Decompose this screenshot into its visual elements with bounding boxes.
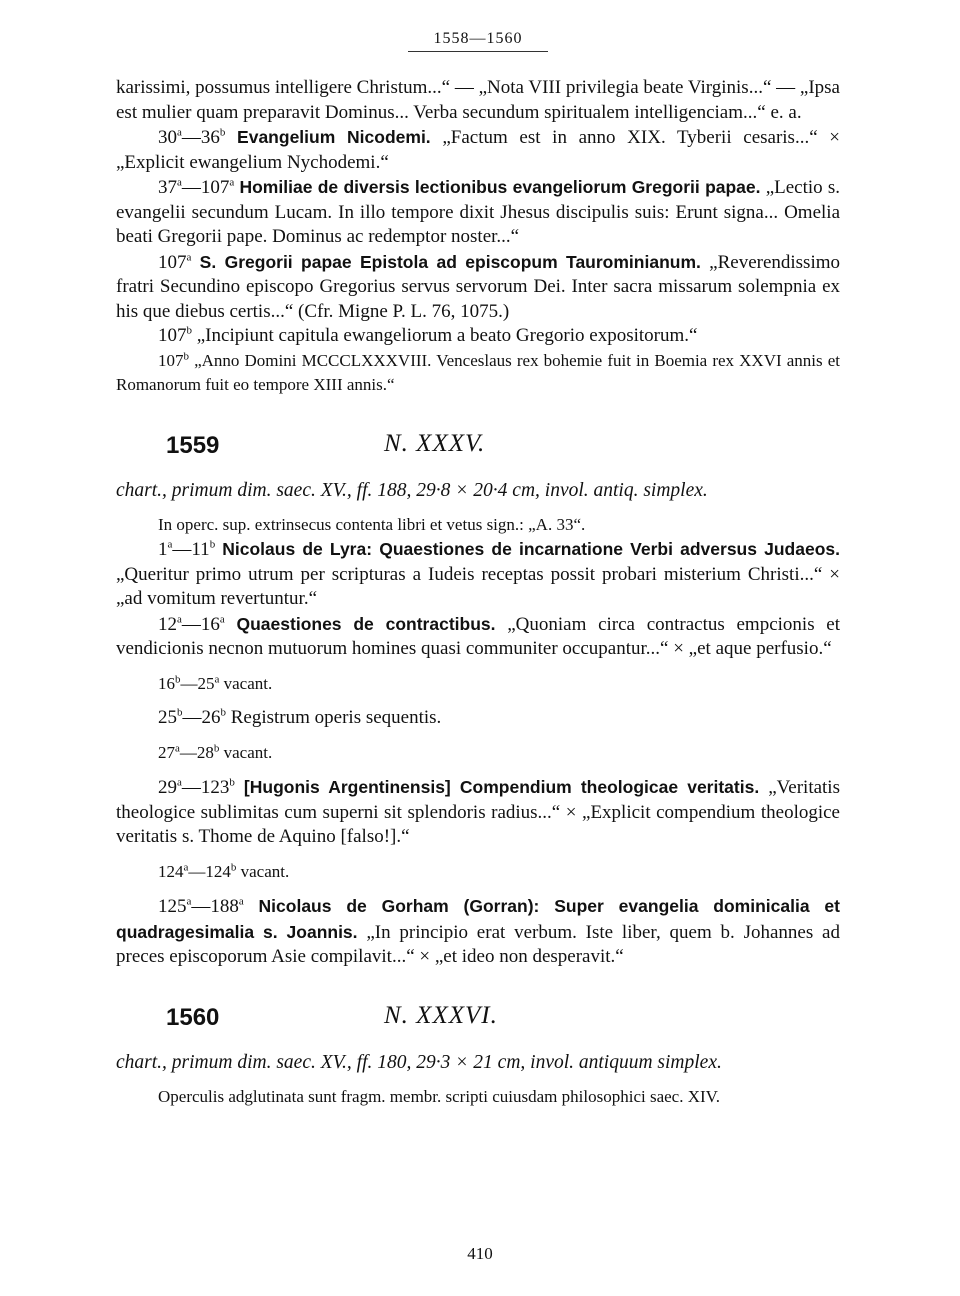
- item-gregorii-epistola: 107$^a$ S. Gregorii papae Epistola ad episcopum Taurominianum. „Reverendissimo fratri Secundino episcopo Gregorius servus servorum Dei. Inter sacra missarum solempnia ex his que diebus certis...“ (Cfr. Migne P. L. 76, 1075.): [116, 251, 841, 322]
- item-vacant-124: 124$^a$—124$^b$ vacant.: [158, 860, 290, 881]
- item-nicolaus-de-lyra: 1$^a$—11$^b$ Nicolaus de Lyra: Quaestiones de incarnatione Verbi adversus Judaeos. „Queritur primo utrum per scripturas a Iudeis receptas possit probari misterium Christi...“ × „ad vomitum revertuntur.“: [116, 538, 840, 609]
- item-title: Homiliae de diversis lectionibus evangeliorum Gregorii papae.: [239, 177, 761, 197]
- paragraph-karissimi: karissimi, possumus intelligere Christum...“ — „Nota VIII privilegia beate Virginis...“ — „Ipsa est mulier quam preparavit Dominus... Verba secundum spiritualem intelligenciam...“ e. a.: [116, 77, 840, 123]
- entry-signature: N. XXXVI.: [384, 1001, 498, 1029]
- item-title: [Hugonis Argentinensis] Compendium theologicae veritatis.: [243, 777, 760, 797]
- item-title: Nicolaus de Gorham (Gorran): Super evangelia dominicalia et quadragesimalia s. Joannis.: [116, 896, 840, 942]
- item-incipiunt-capitula: 107$^b$ „Incipiunt capitula ewangeliorum a beato Gregorio expositorum.“: [158, 324, 698, 346]
- item-vacant-16-25: 16$^b$—25$^a$ vacant.: [158, 672, 273, 693]
- item-title: Nicolaus de Lyra: Quaestiones de incarnatione Verbi adversus Judaeos.: [222, 539, 840, 559]
- entry-1560-description: chart., primum dim. saec. XV., ff. 180, 29·3 × 21 cm, invol. antiquum simplex.: [116, 1051, 722, 1073]
- item-anno-domini: 107$^b$ „Anno Domini MCCCLXXXVIII. Venceslaus rex bohemie fuit in Boemia rex XXVI annis et Romanorum fuit eo tempore XIII annis.“: [116, 349, 840, 394]
- item-homiliae-gregorii: 37$^a$—107$^a$ Homiliae de diversis lectionibus evangeliorum Gregorii papae. „Lectio s. evangelii secundum Lucam. In illo tempore dixit Jhesus discipulis suis: Erunt signa... Omelia beati Gregorii pape. Dominus ac redemptor noster...“: [116, 176, 841, 247]
- item-nicolaus-de-gorham: 125$^a$—188$^a$ Nicolaus de Gorham (Gorran): Super evangelia dominicalia et quadragesimalia s. Joannis. „In principio erat verbum. Iste liber, quem b. Johannes ad preces episcoporum Asie compilavit...“ × „et ideo non desperavit.“: [116, 895, 840, 967]
- entry-1560-operculum: Operculis adglutinata sunt fragm. membr. scripti cuiusdam philosophici saec. XIV.: [158, 1086, 720, 1106]
- head-rule: [408, 51, 548, 52]
- entry-1559-description: chart., primum dim. saec. XV., ff. 188, 29·8 × 20·4 cm, invol. antiq. simplex.: [116, 479, 708, 501]
- entry-signature: N. XXXV.: [384, 429, 486, 457]
- running-head: 1558—1560: [433, 30, 523, 47]
- item-registrum: 25$^b$—26$^b$ Registrum operis sequentis.: [158, 706, 442, 728]
- item-title: Evangelium Nicodemi.: [237, 127, 431, 147]
- page-body: [116, 30, 840, 1109]
- entry-1560-heading: [116, 1000, 840, 1040]
- item-quaestiones-contractibus: 12$^a$—16$^a$ Quaestiones de contractibus. „Quoniam circa contractus empcionis et vendicionis necnon mutuorum homines quasi communiter occupantur...“ × „et aque perfusio.“: [116, 613, 841, 659]
- entry-1559-heading: [116, 428, 840, 468]
- item-compendium-theologicae: 29$^a$—123$^b$ [Hugonis Argentinensis] Compendium theologicae veritatis. „Veritatis theologice sublimitas cum superni sit splendoris radius...“ × „Explicit compendium theologice veritatis s. Thome de Aquino [falso!].“: [116, 776, 840, 847]
- entry-number: 1559: [166, 431, 220, 459]
- item-evangelium-nicodemi: 30$^a$—36$^b$ Evangelium Nicodemi. „Factum est in anno XIX. Tyberii cesaris...“ × „Explicit ewangelium Nychodemi.“: [116, 126, 841, 173]
- entry-1559-operculum: In operc. sup. extrinsecus contenta libri et vetus sign.: „A. 33“.: [158, 514, 586, 534]
- page-number: 410: [467, 1244, 493, 1263]
- item-title: Quaestiones de contractibus.: [236, 613, 496, 634]
- entry-number: 1560: [166, 1003, 220, 1031]
- item-title: S. Gregorii papae Epistola ad episcopum Taurominianum.: [199, 251, 701, 272]
- item-vacant-27-28: 27$^a$—28$^b$ vacant.: [158, 741, 273, 762]
